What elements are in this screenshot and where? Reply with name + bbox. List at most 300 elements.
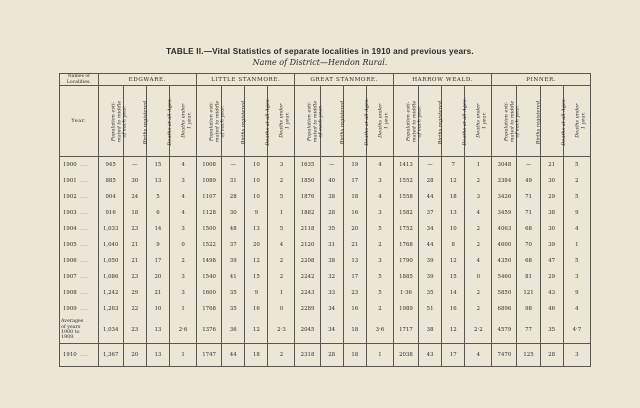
table-cell: 9 xyxy=(245,205,268,221)
table-cell: 3 xyxy=(366,205,393,221)
table-cell: 9 xyxy=(563,285,590,301)
table-cell: 35 xyxy=(222,301,245,317)
table-cell: 2·2 xyxy=(465,317,492,344)
table-cell: 1635 xyxy=(295,157,320,174)
table-cell: 10 xyxy=(245,173,268,189)
column-header-label: Deaths under 1 year. xyxy=(377,103,390,139)
table-cell: 1089 xyxy=(197,173,222,189)
year-cell xyxy=(60,189,99,205)
table-cell: 916 xyxy=(98,205,123,221)
table-cell: 3 xyxy=(465,189,492,205)
table-cell: 3 xyxy=(366,253,393,269)
table-cell: 28 xyxy=(320,344,343,367)
table-cell: 41 xyxy=(222,269,245,285)
column-header-label: Population esti- mated to middle of each year. xyxy=(306,100,324,142)
leader-dots: ... xyxy=(80,306,89,312)
table-cell: 12 xyxy=(442,173,465,189)
table-cell: 22 xyxy=(123,301,146,317)
table-cell: 1540 xyxy=(197,269,222,285)
table-cell: 18 xyxy=(442,189,465,205)
table-cell: 18 xyxy=(245,344,268,367)
table-cell: 21 xyxy=(123,253,146,269)
table-cell: 12 xyxy=(245,317,268,344)
year-cell xyxy=(60,221,99,237)
locality-header: EDGWARE. xyxy=(98,74,196,86)
table-cell: 2 xyxy=(268,253,295,269)
table-cell: 1882 xyxy=(295,205,320,221)
table-cell: 2 xyxy=(465,173,492,189)
table-cell: 10 xyxy=(442,221,465,237)
table-cell: 34 xyxy=(320,317,343,344)
table-cell: 1,033 xyxy=(98,221,123,237)
table-cell: 14 xyxy=(442,285,465,301)
table-cell: 39 xyxy=(540,237,563,253)
year-label: 1903 xyxy=(63,210,77,216)
year-cell xyxy=(60,173,99,189)
table-cell: 6 xyxy=(146,205,169,221)
table-cell: 34 xyxy=(320,301,343,317)
year-cell xyxy=(60,269,99,285)
column-header xyxy=(320,86,346,157)
table-row xyxy=(60,285,591,301)
locality-header-row xyxy=(60,74,591,86)
table-cell: 2·3 xyxy=(268,317,295,344)
table-cell: 2289 xyxy=(295,301,320,317)
table-cell: 5 xyxy=(146,189,169,205)
table-cell: 4 xyxy=(170,205,197,221)
table-cell: 1,367 xyxy=(98,344,123,367)
table-cell: 35 xyxy=(320,221,343,237)
table-cell: 35 xyxy=(222,285,245,301)
table-cell: 1 xyxy=(465,157,492,174)
table-cell: 125 xyxy=(517,344,540,367)
year-cell xyxy=(60,253,99,269)
table-row xyxy=(60,317,591,344)
year-label: 1906 xyxy=(63,258,77,264)
table-cell: 39 xyxy=(222,253,245,269)
table-cell: 23 xyxy=(123,221,146,237)
table-cell: 21 xyxy=(540,157,563,174)
table-cell: 4 xyxy=(465,344,492,367)
table-cell: — xyxy=(419,157,442,174)
table-cell: 9 xyxy=(563,205,590,221)
column-header-label: Deaths under 1 year. xyxy=(475,103,488,139)
table-cell: 9 xyxy=(245,285,268,301)
table-cell: 1768 xyxy=(393,237,418,253)
table-cell: 18 xyxy=(343,317,366,344)
table-cell: 48 xyxy=(222,221,245,237)
year-header: Year. xyxy=(60,86,99,157)
table-cell: 4 xyxy=(268,237,295,253)
table-cell: 1500 xyxy=(197,221,222,237)
table-cell: 17 xyxy=(442,344,465,367)
table-cell: 1 xyxy=(563,237,590,253)
table-cell: 70 xyxy=(517,237,540,253)
table-cell: 20 xyxy=(343,221,366,237)
table-cell: 4 xyxy=(170,189,197,205)
table-cell: 4 xyxy=(366,189,393,205)
table-cell: 1128 xyxy=(197,205,222,221)
table-cell: 12 xyxy=(442,317,465,344)
table-cell: 2 xyxy=(366,301,393,317)
table-cell: 5 xyxy=(563,253,590,269)
column-header xyxy=(363,86,393,157)
column-header-label: Deaths under 1 year. xyxy=(574,103,586,139)
table-cell: 4 xyxy=(170,157,197,174)
table-cell: 44 xyxy=(419,237,442,253)
table-cell: 38 xyxy=(320,189,343,205)
column-header xyxy=(517,86,543,157)
table-cell: 4 xyxy=(366,157,393,174)
table-cell: 21 xyxy=(343,237,366,253)
table-cell: 2038 xyxy=(393,344,418,367)
year-label: 1910 xyxy=(63,352,77,358)
column-header xyxy=(98,86,128,157)
table-cell: 4600 xyxy=(492,237,517,253)
table-cell: 21 xyxy=(146,285,169,301)
table-cell: 32 xyxy=(320,269,343,285)
leader-dots: ... xyxy=(80,178,89,184)
table-cell: 9 xyxy=(146,237,169,253)
table-cell: 20 xyxy=(146,269,169,285)
table-cell: 1107 xyxy=(197,189,222,205)
table-cell: 15 xyxy=(245,269,268,285)
table-cell: 3 xyxy=(563,269,590,285)
table-cell: 16 xyxy=(343,301,366,317)
table-cell: 10 xyxy=(245,157,268,174)
column-header xyxy=(540,86,567,157)
table-cell: 17 xyxy=(343,269,366,285)
table-cell: 5 xyxy=(366,285,393,301)
table-cell: 36 xyxy=(222,317,245,344)
locality-header: PINNER. xyxy=(492,74,591,86)
table-cell: 1·36 xyxy=(393,285,418,301)
table-cell: 1522 xyxy=(197,237,222,253)
column-header xyxy=(462,86,492,157)
table-cell: 81 xyxy=(517,269,540,285)
column-header-row xyxy=(60,86,591,157)
table-cell: 904 xyxy=(98,189,123,205)
table-cell: 4063 xyxy=(492,221,517,237)
table-cell: 16 xyxy=(442,301,465,317)
year-cell xyxy=(60,205,99,221)
table-cell: 0 xyxy=(465,269,492,285)
table-cell: 10 xyxy=(146,301,169,317)
table-cell: 3 xyxy=(170,285,197,301)
table-row xyxy=(60,157,591,174)
table-cell: 2118 xyxy=(295,221,320,237)
table-cell: 2 xyxy=(465,301,492,317)
table-cell: 2 xyxy=(366,237,393,253)
table-cell: 33 xyxy=(320,285,343,301)
leader-dots: ... xyxy=(80,242,89,248)
table-cell: 5 xyxy=(366,269,393,285)
averages-label: Averages of years 1900 to 1909. xyxy=(60,317,99,344)
table-cell: 51 xyxy=(419,301,442,317)
table-cell: 2 xyxy=(268,269,295,285)
column-header-label: Deaths at all Ages. xyxy=(265,97,272,146)
table-cell: 2 xyxy=(465,285,492,301)
table-cell: 4350 xyxy=(492,253,517,269)
table-cell: 121 xyxy=(517,285,540,301)
table-cell: 30 xyxy=(222,205,245,221)
table-cell: 2 xyxy=(268,173,295,189)
table-cell: 6896 xyxy=(492,301,517,317)
year-label: 1908 xyxy=(63,290,77,296)
table-cell: 7 xyxy=(442,157,465,174)
table-cell: 945 xyxy=(98,157,123,174)
table-cell: 3048 xyxy=(492,157,517,174)
table-cell: 2·6 xyxy=(170,317,197,344)
table-cell: 2 xyxy=(465,237,492,253)
table-cell: 5 xyxy=(563,189,590,205)
table-cell: 4 xyxy=(563,221,590,237)
table-cell: 23 xyxy=(123,269,146,285)
table-cell: 23 xyxy=(123,317,146,344)
table-cell: 1989 xyxy=(393,301,418,317)
table-cell: 1600 xyxy=(197,285,222,301)
table-cell: 49 xyxy=(517,173,540,189)
table-row xyxy=(60,173,591,189)
table-cell: 3 xyxy=(170,173,197,189)
table-cell: 46 xyxy=(540,301,563,317)
table-cell: 2 xyxy=(563,173,590,189)
table-cell: 13 xyxy=(245,221,268,237)
column-header xyxy=(222,86,245,157)
table-cell: 7470 xyxy=(492,344,517,367)
table-cell: 1376 xyxy=(197,317,222,344)
table-cell: 10 xyxy=(245,189,268,205)
table-cell: 1413 xyxy=(393,157,418,174)
table-cell: 18 xyxy=(343,344,366,367)
table-cell: 12 xyxy=(442,253,465,269)
table-cell: 3·6 xyxy=(366,317,393,344)
table-cell: 34 xyxy=(419,221,442,237)
table-cell: 5850 xyxy=(492,285,517,301)
table-cell: 37 xyxy=(222,237,245,253)
table-cell: 71 xyxy=(517,205,540,221)
table-cell: 47 xyxy=(540,253,563,269)
table-row xyxy=(60,221,591,237)
table-cell: 35 xyxy=(419,285,442,301)
table-cell: 1 xyxy=(170,344,197,367)
table-cell: 8 xyxy=(442,237,465,253)
table-cell: 4·7 xyxy=(563,317,590,344)
table-cell: 0 xyxy=(268,301,295,317)
year-label: 1909 xyxy=(63,306,77,312)
table-cell: 3459 xyxy=(492,205,517,221)
table-cell: 1 xyxy=(170,301,197,317)
table-row xyxy=(60,269,591,285)
table-cell: 38 xyxy=(320,253,343,269)
table-cell: 1558 xyxy=(393,189,418,205)
locality-header: HARROW WEALD. xyxy=(393,74,491,86)
year-label: 1901 xyxy=(63,178,77,184)
table-cell: 31 xyxy=(222,173,245,189)
table-cell: 68 xyxy=(517,221,540,237)
table-cell: 4579 xyxy=(492,317,517,344)
table-cell: 1 xyxy=(268,205,295,221)
table-cell: 4 xyxy=(563,301,590,317)
table-cell: 3 xyxy=(268,157,295,174)
column-header xyxy=(123,86,149,157)
table-cell: 30 xyxy=(540,173,563,189)
table-cell: 71 xyxy=(517,189,540,205)
table-cell: 2242 xyxy=(295,269,320,285)
table-cell: 5 xyxy=(268,189,295,205)
column-header xyxy=(245,86,272,157)
table-cell: 4 xyxy=(465,253,492,269)
table-cell: 38 xyxy=(419,317,442,344)
column-header xyxy=(146,86,173,157)
table-cell: 2120 xyxy=(295,237,320,253)
column-header-label: Births registered. xyxy=(536,99,543,144)
column-header-label: Deaths at all Ages. xyxy=(560,97,567,146)
column-header xyxy=(560,86,590,157)
table-cell: 40 xyxy=(320,173,343,189)
table-cell: 3 xyxy=(366,173,393,189)
column-header-label: Deaths at all Ages. xyxy=(166,97,173,146)
table-cell: 3 xyxy=(170,269,197,285)
year-label: 1900 xyxy=(63,162,77,168)
table-cell: 1 xyxy=(268,285,295,301)
table-cell: 38 xyxy=(540,205,563,221)
table-cell: 28 xyxy=(419,173,442,189)
table-cell: 29 xyxy=(123,285,146,301)
table-cell: 1,034 xyxy=(98,317,123,344)
table-cell: 5460 xyxy=(492,269,517,285)
column-header-label: Births registered. xyxy=(240,99,247,144)
table-cell: 2208 xyxy=(295,253,320,269)
table-cell: 1552 xyxy=(393,173,418,189)
table-cell: 1747 xyxy=(197,344,222,367)
column-header-label: Births registered. xyxy=(339,99,346,144)
year-label: 1904 xyxy=(63,226,77,232)
table-row xyxy=(60,301,591,317)
table-cell: 1,086 xyxy=(98,269,123,285)
column-header-label: Deaths under 1 year. xyxy=(180,103,193,139)
table-cell: 1,242 xyxy=(98,285,123,301)
table-cell: 44 xyxy=(419,189,442,205)
table-cell: 5 xyxy=(268,221,295,237)
column-header xyxy=(393,86,423,157)
column-header xyxy=(295,86,324,157)
table-cell: 15 xyxy=(146,157,169,174)
table-cell: 17 xyxy=(146,253,169,269)
year-label: 1902 xyxy=(63,194,77,200)
table-cell: 39 xyxy=(419,269,442,285)
corner-header: Names of Localities. xyxy=(60,74,99,86)
column-header xyxy=(492,86,521,157)
table-cell: 20 xyxy=(245,237,268,253)
leader-dots: ... xyxy=(80,258,89,264)
table-cell: 5 xyxy=(366,221,393,237)
table-cell: 18 xyxy=(343,189,366,205)
column-header-label: Population esti- mated to middle of each year. xyxy=(405,100,423,142)
table-cell: 20 xyxy=(123,344,146,367)
table-row xyxy=(60,237,591,253)
table-cell: 44 xyxy=(222,344,245,367)
table-row xyxy=(60,189,591,205)
table-cell: 77 xyxy=(517,317,540,344)
table-cell: 28 xyxy=(540,344,563,367)
leader-dots: ... xyxy=(80,162,89,168)
column-header-label: Deaths at all Ages. xyxy=(462,97,469,146)
table-cell: 68 xyxy=(517,253,540,269)
year-cell xyxy=(60,237,99,253)
table-cell: 3 xyxy=(170,221,197,237)
year-label: 1907 xyxy=(63,274,77,280)
table-cell: 2045 xyxy=(295,317,320,344)
table-cell: 13 xyxy=(146,344,169,367)
table-cell: 5 xyxy=(563,157,590,174)
column-header xyxy=(419,86,442,157)
table-cell: 14 xyxy=(146,221,169,237)
column-header-label: Population esti- mated to middle of each year. xyxy=(109,100,128,142)
table-cell: — xyxy=(320,157,343,174)
table-row xyxy=(60,205,591,221)
table-cell: 35 xyxy=(540,317,563,344)
table-cell: 21 xyxy=(123,237,146,253)
column-header-label: Population esti- mated to middle of each year. xyxy=(503,100,521,142)
table-cell: 98 xyxy=(517,301,540,317)
leader-dots: ... xyxy=(80,210,89,216)
table-cell: 30 xyxy=(123,173,146,189)
table-cell: 0 xyxy=(170,237,197,253)
table-row xyxy=(60,253,591,269)
table-cell: 885 xyxy=(98,173,123,189)
table-cell: 43 xyxy=(419,344,442,367)
table-cell: 3 xyxy=(563,344,590,367)
table-cell: 39 xyxy=(419,253,442,269)
table-cell: 1498 xyxy=(197,253,222,269)
table-cell: 16 xyxy=(343,205,366,221)
column-header-label: Deaths at all Ages. xyxy=(363,97,370,146)
column-header xyxy=(343,86,370,157)
table-cell: 13 xyxy=(343,253,366,269)
table-cell: 1 xyxy=(366,344,393,367)
year-cell xyxy=(60,301,99,317)
table-cell: 1,050 xyxy=(98,253,123,269)
locality-header: LITTLE STANMORE. xyxy=(197,74,295,86)
table-cell: 29 xyxy=(540,269,563,285)
table-cell: 1752 xyxy=(393,221,418,237)
table-cell: 1876 xyxy=(295,189,320,205)
column-header xyxy=(265,86,295,157)
table-cell: 16 xyxy=(245,301,268,317)
column-header-label: Deaths under 1 year. xyxy=(279,103,291,139)
table-cell: 23 xyxy=(343,285,366,301)
table-cell: 1582 xyxy=(393,205,418,221)
table-cell: 1885 xyxy=(393,269,418,285)
table-cell: 30 xyxy=(540,221,563,237)
year-cell xyxy=(60,344,99,367)
table-cell: 13 xyxy=(442,205,465,221)
table-cell: 18 xyxy=(123,205,146,221)
column-header-label: Population esti- mated to middle of each year. xyxy=(208,100,226,142)
table-cell: — xyxy=(222,157,245,174)
table-cell: — xyxy=(517,157,540,174)
vital-statistics-table xyxy=(59,73,591,367)
table-cell: 2 xyxy=(268,344,295,367)
table-cell: 24 xyxy=(123,189,146,205)
table-cell: 1,040 xyxy=(98,237,123,253)
leader-dots: ... xyxy=(80,274,89,280)
leader-dots: ... xyxy=(80,352,89,358)
table-cell: 2 xyxy=(465,221,492,237)
table-cell: 31 xyxy=(320,237,343,253)
table-cell: 15 xyxy=(442,269,465,285)
